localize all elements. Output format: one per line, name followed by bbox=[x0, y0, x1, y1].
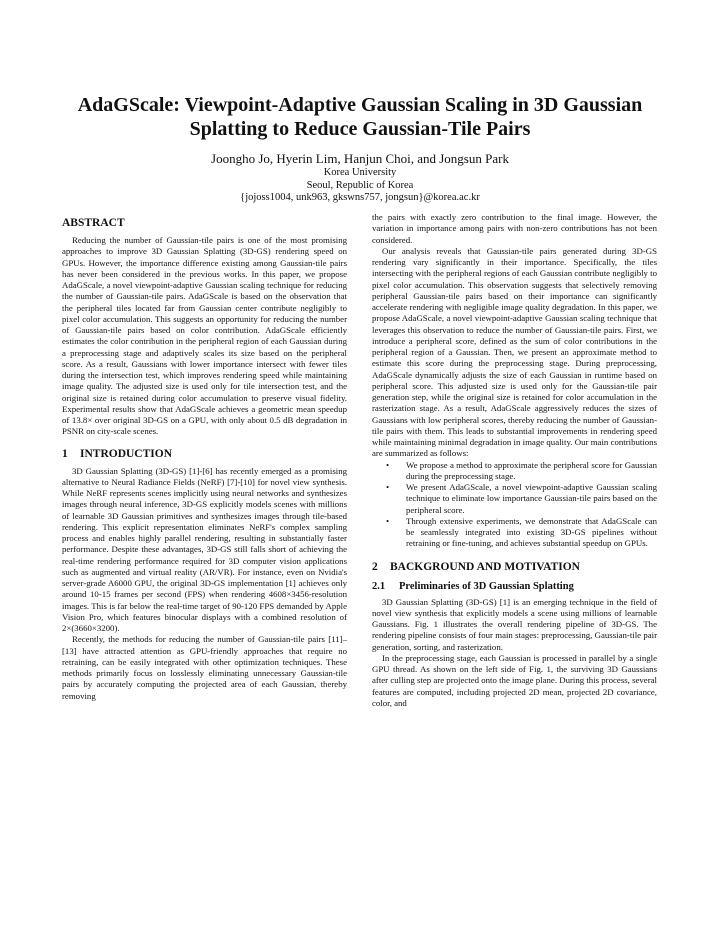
background-paragraph-2: In the preprocessing stage, each Gaussian is processed in parallel by a single GPU thread. As shown on the left side of Fig. 1, the surviving 3D Gaussians after culling step are projected onto the image plane. During this process, several features are computed, including projected 2D mean, projected 2D covariance, color, and bbox=[372, 652, 657, 708]
intro-paragraph-2: Recently, the methods for reducing the number of Gaussian-tile pairs [11]–[13] have attracted attention as GPU-friendly approaches that require no retraining, can be easily integrated with other optimization techniques. These methods primarily focus on losslessly eliminating unnecessary Gaussian-tile pairs by accurately computing the projected area of each Gaussian, thereby removing bbox=[62, 634, 347, 701]
intro-paragraph-1: 3D Gaussian Splatting (3D-GS) [1]-[6] has recently emerged as a promising alternative to Neural Radiance Fields (NeRF) [7]-[10] for novel view synthesis. While NeRF represents scenes implicitly using neural networks and synthesizes images through neural inference, 3D-GS explicitly models scenes with millions of learnable 3D Gaussian primitives and synthesizes images through tile-based rendering. This explicit representation eliminates NeRF's complex sampling process and enables highly parallel rendering, resulting in substantially faster performance. Despite these advantages, 3D-GS still falls short of achieving the real-time rendering performance required for 3D computer vision applications such as augmented and virtual reality (AR/VR). For instance, even on Nvidia's server-grade A6000 GPU, the original 3D-GS implementation [1] achieves only around 10-15 frames per second (FPS) when rendering 4608×3456-resolution images. This is far below the real-time target of 90-120 FPS demanded by Apple Vision Pro, which features binocular displays with a combined resolution of 2×(3660×3200). bbox=[62, 465, 347, 633]
abstract-text: Reducing the number of Gaussian-tile pairs is one of the most promising approaches to improve 3D Gaussian Splatting (3D-GS) rendering speed on GPUs. However, the importance difference existing among Gaussian-tile pairs has never been considered in the previous works. In this paper, we propose AdaGScale, a novel viewpoint-adaptive Gaussian scaling technique for reducing the number of Gaussian-tile pairs. AdaGScale is based on the observation that the peripheral tiles located far from Gaussian center contribute negligibly to pixel color accumulation. This suggests an opportunity for reducing the number of Gaussian-tile pairs based on color contribution. AdaGScale efficiently estimates the color contribution in the peripheral region of each Gaussian during a preprocessing stage and adaptively scales its size based on the peripheral score. As a result, Gaussians with lower importance intersect with fewer tiles during the intersection test, which improves rendering speed while maintaining image quality. The adjusted size is used only for tile intersection test, and the original size is retained during color accumulation to preserve visual fidelity. Experimental results show that AdaGScale achieves a geometric mean speedup of 13.8× over original 3D-GS on a GPU, with only about 0.5 dB degradation in PSNR on city-scale scenes. bbox=[62, 235, 347, 437]
list-item bbox=[372, 482, 657, 516]
intro-section-title: INTRODUCTION bbox=[80, 447, 173, 460]
subsection-title: Preliminaries of 3D Gaussian Splatting bbox=[399, 580, 574, 592]
intro-section-number: 1 bbox=[62, 447, 68, 460]
title-line-2: Splatting to Reduce Gaussian-Tile Pairs bbox=[189, 118, 531, 140]
bullet-icon: • bbox=[386, 515, 390, 526]
contribution-text: Through extensive experiments, we demonstrate that AdaGScale can be seamlessly integrated into existing 3D-GS pipelines without retraining or fine-tuning, and achieves substantial speedup on GPUs. bbox=[406, 515, 657, 549]
intro-paragraph-3: Our analysis reveals that Gaussian-tile pairs generated during 3D-GS rendering vary significantly in their importance. Specifically, the tiles intersecting with the peripheral regions of each Gaussian contribute negligibly to pixel color accumulation. This observation suggests that selectively removing peripheral Gaussian-tile pairs based on their importance can significantly accelerate rendering with negligible image quality degradation. In this paper, we propose AdaGScale, a novel viewpoint-adaptive Gaussian scaling technique that leverages this observation to reduce the number of Gaussian-tile pairs. First, we introduce a peripheral score, defined as the sum of color contributions in the peripheral region of a Gaussian. Then, we present an approximate method to estimate this score during the preprocessing stage. During preprocessing, AdaGScale dynamically adjusts the size of each Gaussian in runtime based on peripheral score. This adjusted size is used only for the Gaussian-tile pair generation step, while the original size is retained for color accumulation in the rasterization stage. As a result, AdaGScale aggressively reduces the sizes of Gaussians with low peripheral scores, thereby reducing the number of Gaussian-tile pairs with them. This leads to substantial improvements in rendering speed while maintaining minimal degradation in image quality. Our main contributions are summarized as follows: bbox=[372, 245, 657, 459]
background-heading bbox=[372, 560, 657, 574]
emails: {jojoss1004, unk963, gkswns757, jongsun}@korea.ac.kr bbox=[240, 192, 480, 203]
affiliation-block bbox=[40, 167, 680, 205]
affiliation: Korea University bbox=[323, 167, 397, 178]
author-list: Joongho Jo, Hyerin Lim, Hanjun Choi, and Jongsun Park bbox=[211, 151, 509, 166]
contribution-list bbox=[372, 460, 657, 550]
intro-heading bbox=[62, 447, 347, 461]
left-column bbox=[62, 212, 347, 702]
list-item bbox=[372, 460, 657, 483]
background-section-title: BACKGROUND AND MOTIVATION bbox=[390, 560, 580, 573]
title-line-1: AdaGScale: Viewpoint-Adaptive Gaussian Scaling in 3D Gaussian bbox=[77, 94, 643, 116]
location: Seoul, Republic of Korea bbox=[306, 179, 414, 191]
background-paragraph-1: 3D Gaussian Splatting (3D-GS) [1] is an emerging technique in the field of novel view synthesis that explicitly models a scene using millions of learnable Gaussians. Fig. 1 illustrates the overall rendering pipeline of 3D-GS. The rendering pipeline consists of four main stages: preprocessing, Gaussian-tile pair generation, sorting, and rasterization. bbox=[372, 596, 657, 652]
background-section-number: 2 bbox=[372, 560, 378, 573]
intro-paragraph-2-continued: the pairs with exactly zero contribution to the final image. However, the variation in importance among pairs with non-zero contributions has not been considered. bbox=[372, 212, 657, 245]
bullet-icon: • bbox=[386, 459, 390, 470]
subsection-number: 2.1 bbox=[372, 580, 386, 592]
bullet-icon: • bbox=[386, 482, 390, 492]
preliminaries-subheading bbox=[372, 580, 657, 593]
list-item bbox=[372, 516, 657, 550]
contribution-text: We present AdaGScale, a novel viewpoint-adaptive Gaussian scaling technique to eliminate low importance Gaussian-tile pairs based on the peripheral score. bbox=[406, 482, 657, 515]
right-column bbox=[372, 212, 657, 709]
contribution-text: We propose a method to approximate the peripheral score for Gaussian during the preprocessing stage. bbox=[406, 459, 657, 481]
abstract-heading: ABSTRACT bbox=[62, 217, 125, 229]
paper-title bbox=[40, 93, 680, 141]
